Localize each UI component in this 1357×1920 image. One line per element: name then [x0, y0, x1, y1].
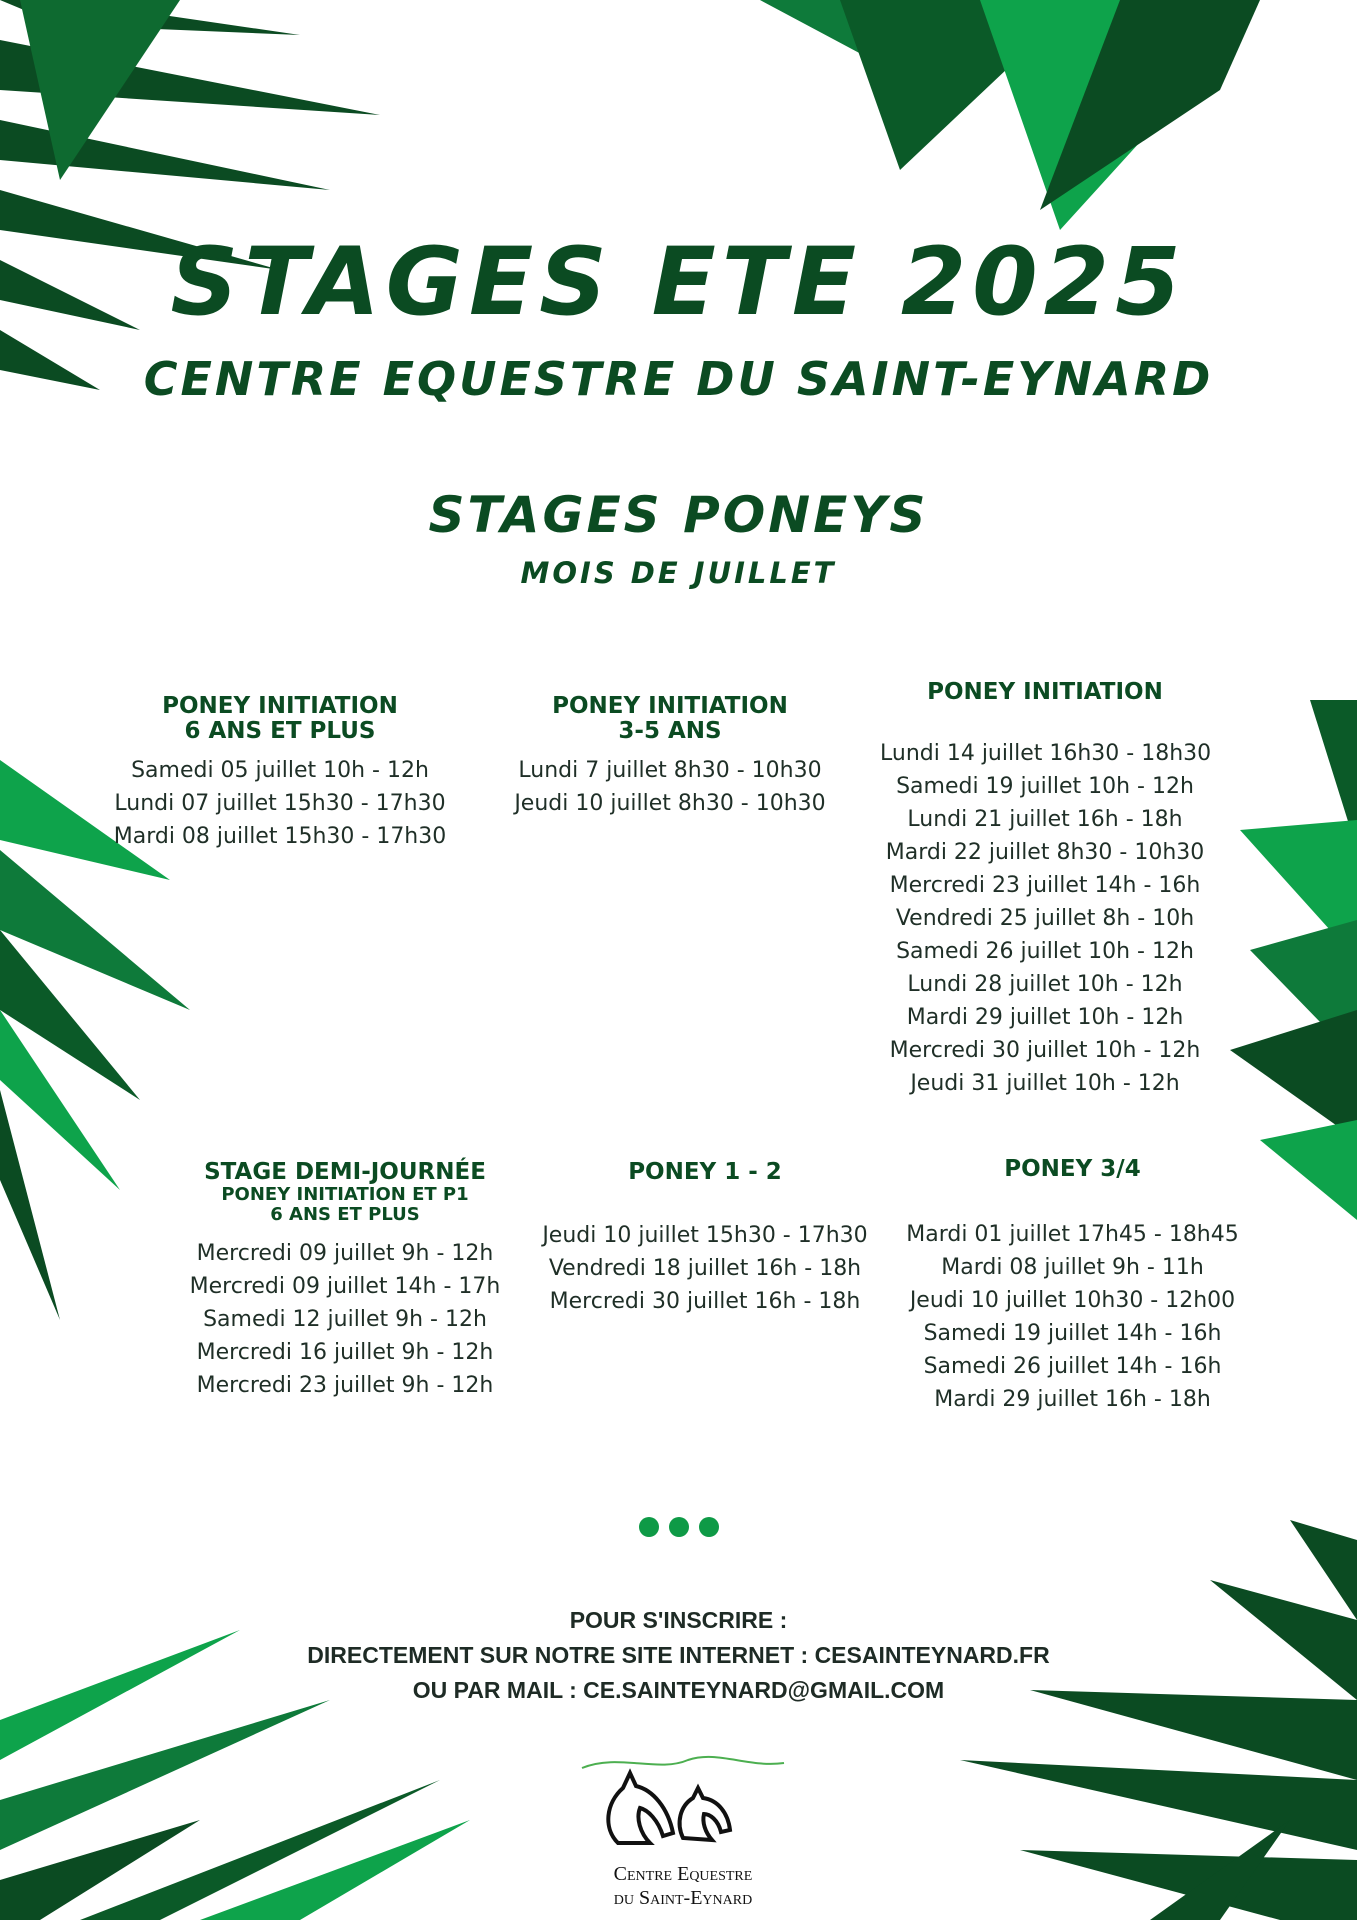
block-subtitle: PONEY INITIATION ET P1 [221, 1184, 469, 1205]
date-entry: Mardi 22 juillet 8h30 - 10h30 [885, 840, 1205, 865]
date-entry: Mercredi 09 juillet 14h - 17h [189, 1274, 501, 1299]
date-entry: Samedi 19 juillet 10h - 12h [896, 774, 1194, 799]
block-title: PONEY 3/4 [1004, 1156, 1141, 1182]
signup-email: OU PAR MAIL : CE.SAINTEYNARD@GMAIL.COM [412, 1677, 945, 1703]
date-entry: Mercredi 23 juillet 14h - 16h [889, 873, 1201, 898]
schedule-block-initiation [880, 680, 1210, 1100]
schedule-block-demi-journee [170, 1160, 520, 1402]
date-entry: Jeudi 10 juillet 15h30 - 17h30 [542, 1223, 868, 1248]
logo-text-line1: Centre Equestre [613, 1863, 753, 1885]
date-entry: Lundi 7 juillet 8h30 - 10h30 [518, 758, 822, 783]
poster-subtitle: CENTRE EQUESTRE DU SAINT-EYNARD [143, 352, 1214, 406]
dot-icon [669, 1517, 689, 1537]
signup-heading: POUR S'INSCRIRE : [569, 1607, 788, 1633]
block-subtitle: 6 ANS ET PLUS [270, 1204, 420, 1225]
schedule-block-initiation-3-5 [500, 694, 840, 820]
schedule-block-poney-3-4 [900, 1157, 1245, 1416]
date-entry: Lundi 28 juillet 10h - 12h [907, 972, 1183, 997]
date-entry: Lundi 21 juillet 16h - 18h [907, 807, 1183, 832]
block-title: PONEY INITIATION [162, 693, 398, 719]
date-entry: Vendredi 25 juillet 8h - 10h [895, 906, 1195, 931]
separator-dots [0, 1517, 1357, 1537]
date-entry: Samedi 26 juillet 14h - 16h [923, 1354, 1222, 1379]
date-entry: Samedi 19 juillet 14h - 16h [923, 1321, 1222, 1346]
dot-icon [699, 1517, 719, 1537]
date-entry: Mardi 08 juillet 15h30 - 17h30 [113, 824, 447, 849]
date-entry: Vendredi 18 juillet 16h - 18h [548, 1256, 862, 1281]
block-title: PONEY INITIATION [552, 693, 788, 719]
date-entry: Mardi 29 juillet 16h - 18h [934, 1387, 1211, 1412]
date-entry: Mardi 01 juillet 17h45 - 18h45 [906, 1222, 1239, 1247]
date-entry: Mercredi 16 juillet 9h - 12h [196, 1340, 494, 1365]
date-entry: Lundi 07 juillet 15h30 - 17h30 [114, 791, 446, 816]
schedule-block-poney-1-2 [535, 1160, 875, 1318]
block-title: PONEY 1 - 2 [628, 1159, 782, 1185]
logo-text-line2: du Saint-Eynard [613, 1887, 753, 1909]
date-entry: Mercredi 09 juillet 9h - 12h [196, 1241, 494, 1266]
signup-info [0, 1603, 1357, 1708]
date-entry: Mercredi 23 juillet 9h - 12h [196, 1373, 494, 1398]
date-entry: Jeudi 10 juillet 8h30 - 10h30 [514, 791, 826, 816]
date-entry: Jeudi 31 juillet 10h - 12h [910, 1071, 1180, 1096]
date-entry: Samedi 26 juillet 10h - 12h [896, 939, 1194, 964]
date-entry: Mardi 29 juillet 10h - 12h [906, 1005, 1184, 1030]
date-entry: Mercredi 30 juillet 16h - 18h [549, 1289, 861, 1314]
signup-website: DIRECTEMENT SUR NOTRE SITE INTERNET : CESAINTEYNARD.FR [307, 1642, 1050, 1668]
block-title: STAGE DEMI-JOURNÉE [204, 1159, 486, 1185]
section-subtitle: MOIS DE JUILLET [520, 556, 837, 590]
date-entry: Samedi 05 juillet 10h - 12h [131, 758, 429, 783]
date-entry: Mardi 08 juillet 9h - 11h [941, 1255, 1204, 1280]
schedule-block-initiation-6-plus [110, 694, 450, 853]
block-title: 6 ANS ET PLUS [184, 718, 376, 744]
block-title: PONEY INITIATION [927, 679, 1163, 705]
date-entry: Samedi 12 juillet 9h - 12h [203, 1307, 487, 1332]
poster-title: STAGES ETE 2025 [170, 228, 1187, 337]
block-title: 3-5 ANS [618, 718, 722, 744]
horse-pony-logo-icon [578, 1748, 788, 1858]
club-logo [578, 1748, 788, 1920]
dot-icon [639, 1517, 659, 1537]
date-entry: Jeudi 10 juillet 10h30 - 12h00 [909, 1288, 1236, 1313]
date-entry: Mercredi 30 juillet 10h - 12h [889, 1038, 1201, 1063]
section-title: STAGES PONEYS [428, 486, 929, 544]
date-entry: Lundi 14 juillet 16h30 - 18h30 [880, 741, 1212, 766]
